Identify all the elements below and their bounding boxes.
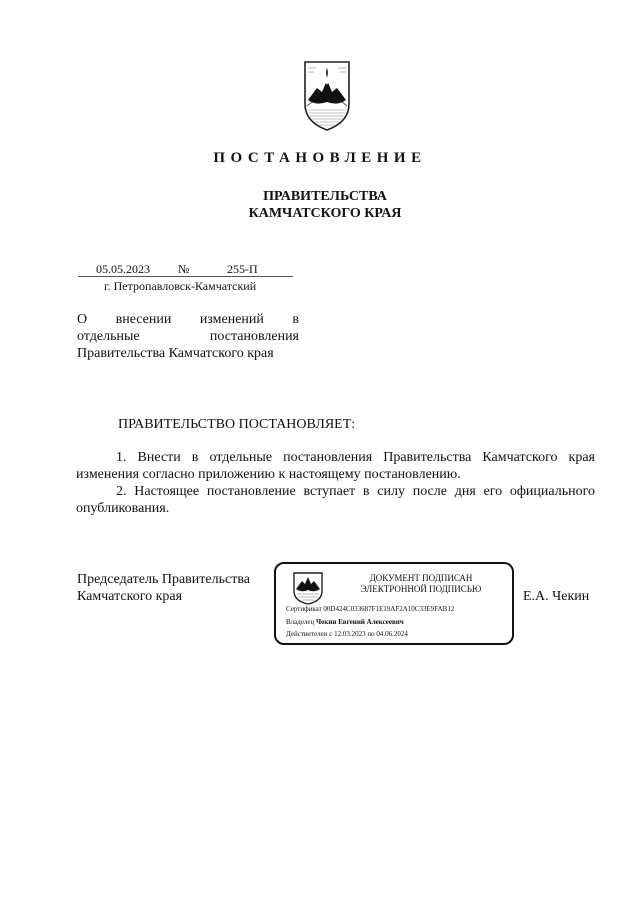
registration-line bbox=[78, 262, 293, 277]
valid-to-label: по bbox=[367, 630, 375, 638]
certificate-label: Сертификат bbox=[286, 605, 322, 613]
resolution-item-1: 1. Внести в отдельные постановления Правительства Камчатского края изменения согласно приложению к настоящему постановлению. bbox=[76, 450, 595, 482]
valid-to: 04.06.2024 bbox=[376, 630, 408, 638]
number-sign: № bbox=[178, 262, 190, 276]
stamp-title-line-1: ДОКУМЕНТ ПОДПИСАН bbox=[369, 573, 473, 583]
document-type-title: ПОСТАНОВЛЕНИЕ bbox=[213, 150, 427, 166]
issuer-line-1: ПРАВИТЕЛЬСТВА bbox=[263, 189, 387, 204]
signer-name: Е.А. Чекин bbox=[523, 589, 590, 604]
subject-line-3: Правительства Камчатского края bbox=[77, 346, 274, 361]
resolves-heading: ПРАВИТЕЛЬСТВО ПОСТАНОВЛЯЕТ: bbox=[118, 417, 356, 432]
owner-value: Чекин Евгений Алексеевич bbox=[316, 618, 404, 626]
certificate-value: 00D424C033687F1E19AF2A10C33E9FAB12 bbox=[323, 605, 455, 613]
valid-from: 12.03.2023 bbox=[334, 630, 366, 638]
issuer-line-2: КАМЧАТСКОГО КРАЯ bbox=[248, 206, 402, 221]
kamchatka-coat-of-arms-icon bbox=[302, 60, 352, 132]
stamp-title-line-2: ЭЛЕКТРОННОЙ ПОДПИСЬЮ bbox=[360, 584, 482, 594]
document-number: 255-П bbox=[227, 262, 258, 276]
signer-position-line-2: Камчатского края bbox=[77, 589, 183, 604]
document-date: 05.05.2023 bbox=[96, 262, 150, 276]
stamp-emblem-icon bbox=[292, 571, 324, 605]
resolution-item-2: 2. Настоящее постановление вступает в силу после дня его официального опубликования. bbox=[76, 484, 595, 516]
stamp-owner-row bbox=[286, 618, 404, 626]
valid-label: Действителен с bbox=[286, 630, 333, 638]
resolution-items bbox=[76, 449, 595, 517]
stamp-certificate-row bbox=[286, 605, 454, 613]
document-subject bbox=[77, 311, 299, 362]
electronic-signature-stamp bbox=[274, 562, 514, 645]
city: г. Петропавловск-Камчатский bbox=[104, 279, 257, 293]
stamp-validity-row bbox=[286, 630, 408, 638]
signer-position-line-1: Председатель Правительства bbox=[77, 572, 250, 587]
owner-label: Владелец bbox=[286, 618, 315, 626]
subject-line-1: О внесении изменений в bbox=[77, 312, 299, 327]
subject-line-2: отдельные постановления bbox=[77, 329, 299, 344]
